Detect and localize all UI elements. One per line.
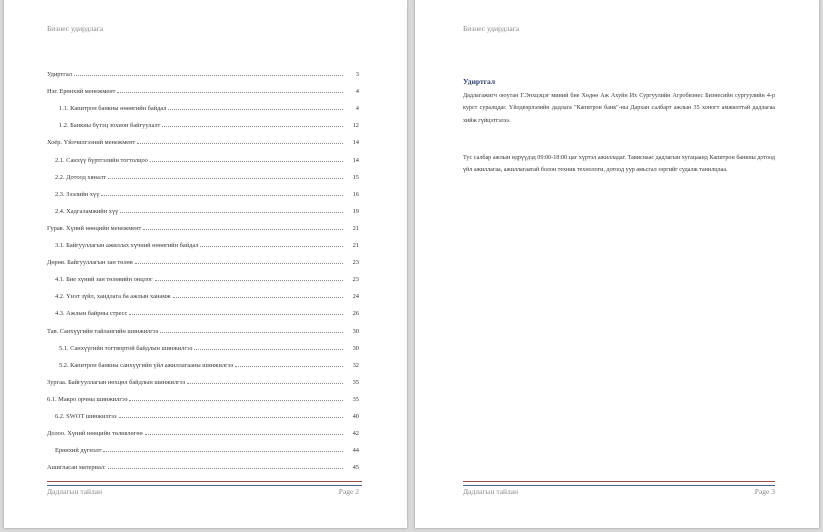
page-number: Page 3 <box>754 487 775 496</box>
toc-entry-title: 5.1. Санхүүгийн тогтвортой байдлын шинжилгээ <box>59 344 193 352</box>
toc-leader-dots <box>101 194 343 196</box>
toc-entry-title: 5.2. Капитрон банкны санхүүгийн үйл ажиллагааны шинжилгээ <box>59 361 234 369</box>
toc-entry-page: 23 <box>352 259 359 267</box>
toc-entry[interactable] <box>47 335 359 352</box>
footer-divider <box>463 481 775 486</box>
toc-entry-page: 35 <box>352 378 359 386</box>
toc-leader-dots <box>117 91 343 93</box>
toc-leader-dots <box>135 262 343 264</box>
page-header: Бизнес удирдлага <box>47 24 104 33</box>
toc-entry-title: Ерөнхий дүгнэлт <box>55 447 102 455</box>
toc-entry-title: Нэг. Ерөнхий менежмент <box>47 88 116 96</box>
toc-entry[interactable] <box>47 95 359 112</box>
toc-entry-title: 2.2. Дотоод хяналт <box>55 173 106 181</box>
toc-entry[interactable] <box>47 61 359 78</box>
toc-entry[interactable] <box>47 283 359 300</box>
toc-entry-title: 4.3. Ажлын байрны стресс <box>55 310 128 318</box>
toc-leader-dots <box>235 365 343 367</box>
toc-entry-title: Хоёр. Үйлчилгээний менежмент <box>47 139 136 147</box>
toc-leader-dots <box>103 450 343 452</box>
toc-entry-page: 35 <box>352 395 359 403</box>
toc-entry-page: 45 <box>352 464 359 472</box>
toc-entry-page: 21 <box>352 224 359 232</box>
toc-leader-dots <box>129 399 343 401</box>
toc-entry-page: 4 <box>355 105 359 113</box>
toc-entry[interactable] <box>47 369 359 386</box>
toc-entry-title: Дөрөв. Байгууллагын зан төлөв <box>47 259 133 267</box>
toc-entry[interactable] <box>47 129 359 146</box>
toc-entry[interactable] <box>47 352 359 369</box>
toc-leader-dots <box>173 296 343 298</box>
toc-leader-dots <box>155 279 343 281</box>
toc-entry-page: 26 <box>352 310 359 318</box>
toc-leader-dots <box>137 142 343 144</box>
toc-entry[interactable] <box>47 215 359 232</box>
toc-entry-page: 21 <box>352 242 359 250</box>
toc-entry-title: 3.1. Байгууллагын ажиллах хүчний өнөөгийн байдал <box>55 242 199 250</box>
toc-entry-title: Удиртгал <box>47 71 72 79</box>
document-page-2 <box>4 0 407 528</box>
footer-title: Дадлагын тайлан <box>47 487 103 496</box>
toc-leader-dots <box>168 108 343 110</box>
footer-divider <box>47 481 362 486</box>
toc-entry-title: Зургаа. Байгууллагын нөхцөл байдлын шинжилгээ <box>47 378 186 386</box>
toc-entry[interactable] <box>47 437 359 454</box>
body-paragraph: Тус салбар ажлын өдрүүдэд 09:00-18:00 цаг хүртэл ажилладаг. Тависнаас дадлагын хугацаанд Капитрон банкны дотоод үйл ажиллагаа, ажиллагаатай болон техник технологи, дотоод уур амьсгал зэргийг судалж танилцлаа. <box>463 155 775 174</box>
toc-leader-dots <box>108 467 343 469</box>
toc-leader-dots <box>160 331 343 333</box>
toc-entry[interactable] <box>47 164 359 181</box>
toc-leader-dots <box>200 245 343 247</box>
toc-leader-dots <box>162 125 343 127</box>
toc-entry-page: 16 <box>352 190 359 198</box>
toc-entry[interactable] <box>47 249 359 266</box>
toc-entry[interactable] <box>47 266 359 283</box>
toc-entry[interactable] <box>47 112 359 129</box>
toc-leader-dots <box>108 177 343 179</box>
toc-entry[interactable] <box>47 181 359 198</box>
toc-entry-title: 1.1. Капитрон банкны өнөөгийн байдал <box>59 105 167 113</box>
toc-entry[interactable] <box>47 317 359 334</box>
toc-entry-page: 14 <box>352 156 359 164</box>
toc-entry-page: 30 <box>352 327 359 335</box>
toc-entry-title: Ашигласан материал: <box>47 464 106 472</box>
toc-entry-page: 15 <box>352 173 359 181</box>
toc-entry[interactable] <box>47 232 359 249</box>
toc-entry-page: 30 <box>352 344 359 352</box>
toc-entry-page: 14 <box>352 139 359 147</box>
toc-leader-dots <box>119 416 343 418</box>
toc-leader-dots <box>194 348 343 350</box>
toc-entry-title: 6.1. Макро орчны шинжилгээ <box>47 395 128 403</box>
toc-leader-dots <box>150 160 343 162</box>
toc-entry-page: 32 <box>352 361 359 369</box>
body-paragraph: Дадлагажигч оюутан Г.Энхцэцэг миний бие Хөдөө Аж Ахуйн Их Сургуулийн Агробизнес Бизнесийн сургуулийн 4-р курст суралцдаг. Үйлдвэрлэлийн дадлага "Капитрон банк"-ны Дархан салбарт ажлын 35 хоногт амжилттай дадлагаа хийж гүйцэтгэлээ. <box>463 93 775 124</box>
toc-entry-page: 19 <box>352 207 359 215</box>
toc-entry[interactable] <box>47 454 359 471</box>
footer-title: Дадлагын тайлан <box>463 487 519 496</box>
toc-leader-dots <box>145 433 343 435</box>
toc-entry-page: 4 <box>355 88 359 96</box>
toc-entry-title: Гурав. Хүний нөөцийн менежмент <box>47 224 142 232</box>
page-header: Бизнес удирдлага <box>463 24 520 33</box>
toc-leader-dots <box>187 382 343 384</box>
toc-entry-title: 6.2. SWOT шинжилгээ <box>55 412 117 420</box>
toc-entry-title: 2.1. Санхүү бүртгэлийн тогтолцоо <box>55 156 148 164</box>
toc-leader-dots <box>129 313 343 315</box>
toc-leader-dots <box>74 74 343 76</box>
page-number: Page 2 <box>338 487 359 496</box>
toc-entry[interactable] <box>47 78 359 95</box>
toc-leader-dots <box>143 228 343 230</box>
toc-entry[interactable] <box>47 198 359 215</box>
toc-entry-page: 3 <box>355 71 359 79</box>
toc-entry[interactable] <box>47 146 359 163</box>
toc-entry-title: 4.2. Үнэт зүйл, хандлага ба ажлын ханамж <box>55 293 171 301</box>
section-heading: Удиртгал <box>463 77 496 86</box>
toc-entry[interactable] <box>47 386 359 403</box>
toc-entry-page: 42 <box>352 430 359 438</box>
table-of-contents <box>47 61 359 471</box>
toc-entry-title: Тав. Санхүүгийн тайлангийн шинжилгээ <box>47 327 159 335</box>
toc-entry[interactable] <box>47 403 359 420</box>
toc-entry-title: 4.1. Бие хүний зан төлөвийн онцлог <box>55 276 153 284</box>
toc-entry[interactable] <box>47 300 359 317</box>
toc-entry-title: Долоо. Хүний нөөцийн төлөвлөгөө <box>47 430 143 438</box>
toc-entry-page: 24 <box>352 293 359 301</box>
toc-entry[interactable] <box>47 420 359 437</box>
toc-entry-page: 12 <box>352 122 359 130</box>
toc-entry-title: 2.3. Зээлийн хүү <box>55 190 100 198</box>
toc-entry-page: 40 <box>352 412 359 420</box>
document-page-3 <box>415 0 819 528</box>
toc-entry-title: 1.2. Банкны бүтэц зохион байгуулалт <box>59 122 161 130</box>
toc-entry-page: 23 <box>352 276 359 284</box>
toc-entry-page: 44 <box>352 447 359 455</box>
toc-leader-dots <box>120 211 343 213</box>
toc-entry-title: 2.4. Хадгаламжийн хүү <box>55 207 119 215</box>
